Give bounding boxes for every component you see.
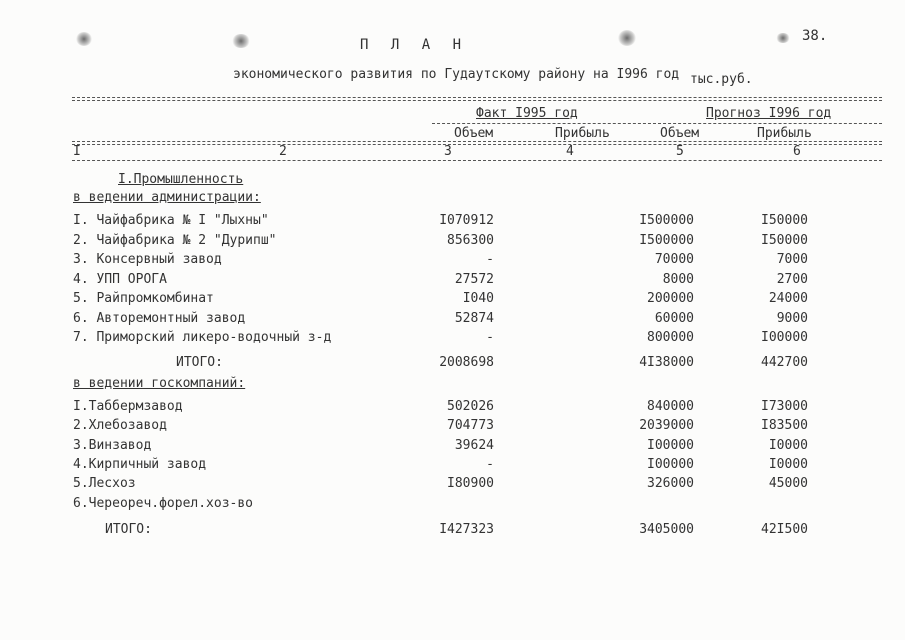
row-plan-volume: I500000 bbox=[639, 232, 694, 248]
row-fact-volume: - bbox=[486, 252, 494, 267]
row-fact-volume: I80900 bbox=[447, 476, 494, 492]
row-name: 4.Кирпичный завод bbox=[73, 456, 207, 472]
row-plan-profit: 2700 bbox=[776, 271, 808, 287]
row-plan-volume: 8000 bbox=[662, 271, 694, 287]
document-subtitle: экономического развития по Гудаутскому району на I996 год bbox=[233, 67, 680, 82]
row-plan-volume: I00000 bbox=[647, 437, 694, 453]
column-number-2: 2 bbox=[279, 144, 287, 159]
gov-total-plan-profit: 42I500 bbox=[761, 522, 808, 537]
row-name: 2.Хлебозавод bbox=[73, 418, 167, 434]
row-plan-volume: 2039000 bbox=[639, 418, 694, 434]
row-fact-volume: 502026 bbox=[447, 399, 494, 414]
header-profit-plan: Прибыль bbox=[757, 126, 812, 141]
column-number-5: 5 bbox=[676, 144, 684, 159]
admin-total-plan-profit: 442700 bbox=[761, 355, 808, 370]
admin-total-plan-volume: 4I38000 bbox=[639, 355, 694, 370]
row-name: 3.Винзавод bbox=[73, 437, 152, 453]
row-fact-volume: 52874 bbox=[454, 310, 494, 326]
row-fact-volume: 856300 bbox=[447, 232, 494, 248]
row-name: 6. Авторемонтный завод bbox=[73, 310, 246, 326]
row-plan-profit: I50000 bbox=[761, 232, 808, 248]
header-volume-plan: Объем bbox=[660, 126, 700, 141]
row-plan-profit: I73000 bbox=[761, 399, 808, 414]
row-fact-volume: - bbox=[486, 330, 494, 345]
group-header-rule bbox=[432, 123, 882, 124]
gov-total-fact-volume: I427323 bbox=[439, 522, 494, 537]
row-name: 5.Лесхоз bbox=[73, 476, 136, 492]
column-numbers-rule bbox=[72, 160, 882, 161]
row-name: 7. Приморский ликеро-водочный з-д bbox=[73, 330, 332, 345]
header-rule bbox=[72, 141, 882, 142]
row-plan-profit: I83500 bbox=[761, 418, 808, 434]
row-plan-volume: 326000 bbox=[647, 476, 694, 492]
row-fact-volume: 704773 bbox=[447, 418, 494, 434]
admin-total-label: ИТОГО: bbox=[176, 355, 223, 370]
row-name: 6.Череореч.форел.хоз-во bbox=[73, 495, 254, 511]
forecast-group-header: Прогноз I996 год bbox=[706, 106, 832, 121]
row-fact-volume: 27572 bbox=[454, 271, 494, 287]
header-profit-fact: Прибыль bbox=[555, 126, 610, 141]
admin-total-fact-volume: 2008698 bbox=[439, 355, 494, 370]
header-rule bbox=[72, 144, 882, 145]
document-title: П Л А Н bbox=[360, 37, 462, 53]
row-plan-volume: I500000 bbox=[639, 213, 694, 228]
scan-smudge bbox=[618, 30, 636, 46]
column-number-4: 4 bbox=[566, 144, 574, 159]
row-plan-profit: I50000 bbox=[761, 213, 808, 228]
section-title: I.Промышленность bbox=[118, 172, 244, 187]
scan-smudge bbox=[232, 34, 250, 48]
row-plan-profit: 45000 bbox=[768, 476, 808, 492]
row-fact-volume: I040 bbox=[462, 291, 494, 306]
row-plan-volume: 200000 bbox=[647, 291, 694, 306]
scan-smudge bbox=[76, 32, 92, 46]
row-name: 2. Чайфабрика № 2 "Дурипш" bbox=[73, 232, 277, 248]
gov-total-label: ИТОГО: bbox=[105, 522, 152, 537]
column-number-3: 3 bbox=[444, 144, 452, 159]
row-name: I.Таббермзавод bbox=[73, 399, 183, 414]
gov-heading: в ведении госкомпаний: bbox=[73, 376, 246, 391]
row-plan-volume: 70000 bbox=[654, 252, 694, 267]
row-plan-volume: 60000 bbox=[654, 310, 694, 326]
gov-total-plan-volume: 3405000 bbox=[639, 522, 694, 537]
unit-label: тыс.руб. bbox=[690, 72, 753, 87]
row-plan-profit: 24000 bbox=[768, 291, 808, 306]
row-fact-volume: 39624 bbox=[454, 437, 494, 453]
row-plan-profit: I00000 bbox=[761, 330, 808, 345]
row-plan-volume: 800000 bbox=[647, 330, 694, 345]
column-number-6: 6 bbox=[793, 144, 801, 159]
row-plan-volume: I00000 bbox=[647, 456, 694, 472]
row-plan-profit: 7000 bbox=[776, 252, 808, 267]
row-name: 5. Райпромкомбинат bbox=[73, 291, 214, 306]
header-volume-fact: Объем bbox=[454, 126, 494, 141]
row-name: 3. Консервный завод bbox=[73, 252, 222, 267]
admin-heading: в ведении администрации: bbox=[73, 190, 261, 205]
row-plan-profit: 9000 bbox=[776, 310, 808, 326]
table-top-rule bbox=[72, 100, 882, 101]
row-name: 4. УПП ОРОГА bbox=[73, 271, 167, 287]
row-plan-profit: I0000 bbox=[768, 456, 808, 472]
table-top-rule bbox=[72, 97, 882, 98]
row-name: I. Чайфабрика № I "Лыхны" bbox=[73, 213, 269, 228]
scan-smudge bbox=[776, 33, 790, 43]
row-plan-volume: 840000 bbox=[647, 399, 694, 414]
row-plan-profit: I0000 bbox=[768, 437, 808, 453]
row-fact-volume: - bbox=[486, 456, 494, 472]
page-number: 38. bbox=[802, 28, 828, 44]
row-fact-volume: I070912 bbox=[439, 213, 494, 228]
column-number-1: I bbox=[73, 144, 81, 159]
fact-group-header: Факт I995 год bbox=[476, 106, 578, 121]
